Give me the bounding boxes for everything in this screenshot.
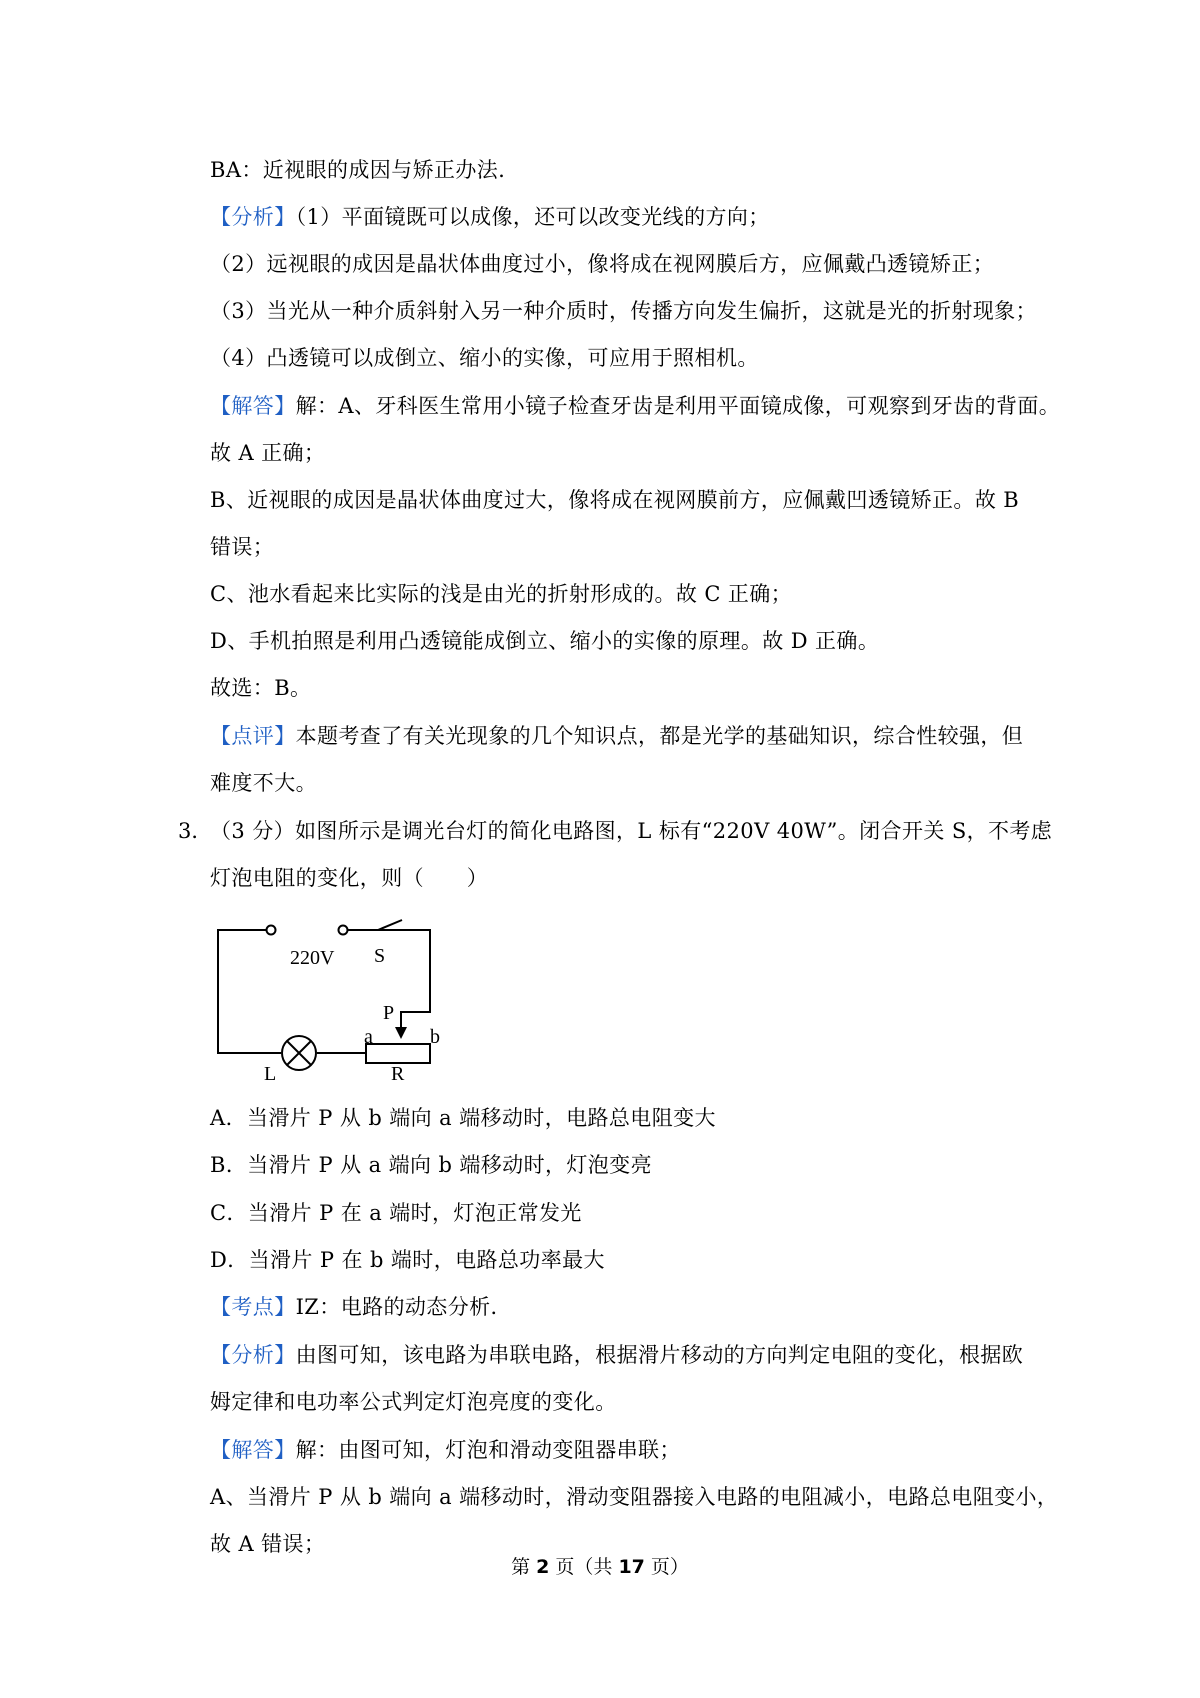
page-footer: 第 2 页（共 17 页） <box>511 1556 689 1578</box>
circuit-diagram <box>208 912 448 1082</box>
circuit-wire-left <box>218 930 281 1053</box>
analysis-line: （4）凸透镜可以成倒立、缩小的实像，可应用于照相机。 <box>210 346 759 370</box>
label-resistor: R <box>391 1063 405 1082</box>
answer-line: D、手机拍照是利用凸透镜能成倒立、缩小的实像的原理。故 D 正确。 <box>210 629 880 653</box>
option-a: A．当滑片 P 从 b 端向 a 端移动时，电路总电阻变大 <box>210 1106 716 1130</box>
kaodian-tag: 【考点】 <box>210 1295 296 1319</box>
answer-line: 故 A 正确； <box>210 441 326 465</box>
option-c: C．当滑片 P 在 a 端时，灯泡正常发光 <box>210 1201 582 1225</box>
analysis-line: （2）远视眼的成因是晶状体曲度过小，像将成在视网膜后方，应佩戴凸透镜矫正； <box>210 252 995 276</box>
kaodian-line: 【考点】IZ：电路的动态分析． <box>210 1295 512 1319</box>
switch-blade <box>378 920 402 930</box>
answer-line: C、池水看起来比实际的浅是由光的折射形成的。故 C 正确； <box>210 582 793 606</box>
answer-tag: 【解答】 <box>210 394 296 418</box>
question-number: 3． <box>178 819 213 843</box>
question-stem: （3 分）如图所示是调光台灯的简化电路图，L 标有“220V 40W”。闭合开关 S，不考虑 <box>210 819 1053 843</box>
answer-line: B、近视眼的成因是晶状体曲度过大，像将成在视网膜前方，应佩戴凹透镜矫正。故 B <box>210 488 1020 512</box>
slider-arrow <box>395 1027 407 1039</box>
label-slider: P <box>383 1002 395 1024</box>
resistor-symbol <box>366 1044 430 1063</box>
analysis-tag: 【分析】 <box>210 205 296 229</box>
label-end-a: a <box>364 1026 373 1048</box>
answer-tag: 【解答】 <box>210 1438 296 1462</box>
label-voltage: 220V <box>290 947 335 969</box>
terminal-left <box>267 926 276 935</box>
page-total: 17 <box>618 1556 645 1578</box>
answer-line: 错误； <box>210 535 275 559</box>
terminal-right <box>339 926 348 935</box>
question-stem: 灯泡电阻的变化，则（ ） <box>210 866 489 890</box>
analysis-tag: 【分析】 <box>210 1343 296 1367</box>
comment-line: 【点评】本题考查了有关光现象的几个知识点，都是光学的基础知识，综合性较强，但 <box>210 724 1024 748</box>
answer-line: 故选：B。 <box>210 676 312 700</box>
label-lamp: L <box>264 1063 277 1082</box>
answer-line: A、当滑片 P 从 b 端向 a 端移动时，滑动变阻器接入电路的电阻减小，电路总电阻变小， <box>210 1485 1059 1509</box>
analysis-line: 姆定律和电功率公式判定灯泡亮度的变化。 <box>210 1390 617 1414</box>
answer-line: 【解答】解：由图可知，灯泡和滑动变阻器串联； <box>210 1438 681 1462</box>
analysis-line: （3）当光从一种介质斜射入另一种介质时，传播方向发生偏折，这就是光的折射现象； <box>210 299 1037 323</box>
option-d: D．当滑片 P 在 b 端时，电路总功率最大 <box>210 1248 605 1272</box>
answer-line: 【解答】解：A、牙科医生常用小镜子检查牙齿是利用平面镜成像，可观察到牙齿的背面。 <box>210 394 1061 418</box>
option-b: B．当滑片 P 从 a 端向 b 端移动时，灯泡变亮 <box>210 1153 652 1177</box>
comment-line: 难度不大。 <box>210 771 317 795</box>
label-switch: S <box>374 945 386 967</box>
answer-line: 故 A 错误； <box>210 1532 326 1556</box>
page-number: 2 <box>536 1556 550 1578</box>
analysis-line: 【分析】（1）平面镜既可以成像，还可以改变光线的方向； <box>210 205 770 229</box>
comment-tag: 【点评】 <box>210 724 296 748</box>
label-end-b: b <box>430 1026 440 1048</box>
section-header: BA：近视眼的成因与矫正办法． <box>210 158 520 182</box>
analysis-line: 【分析】由图可知，该电路为串联电路，根据滑片移动的方向判定电阻的变化，根据欧 <box>210 1343 1024 1367</box>
